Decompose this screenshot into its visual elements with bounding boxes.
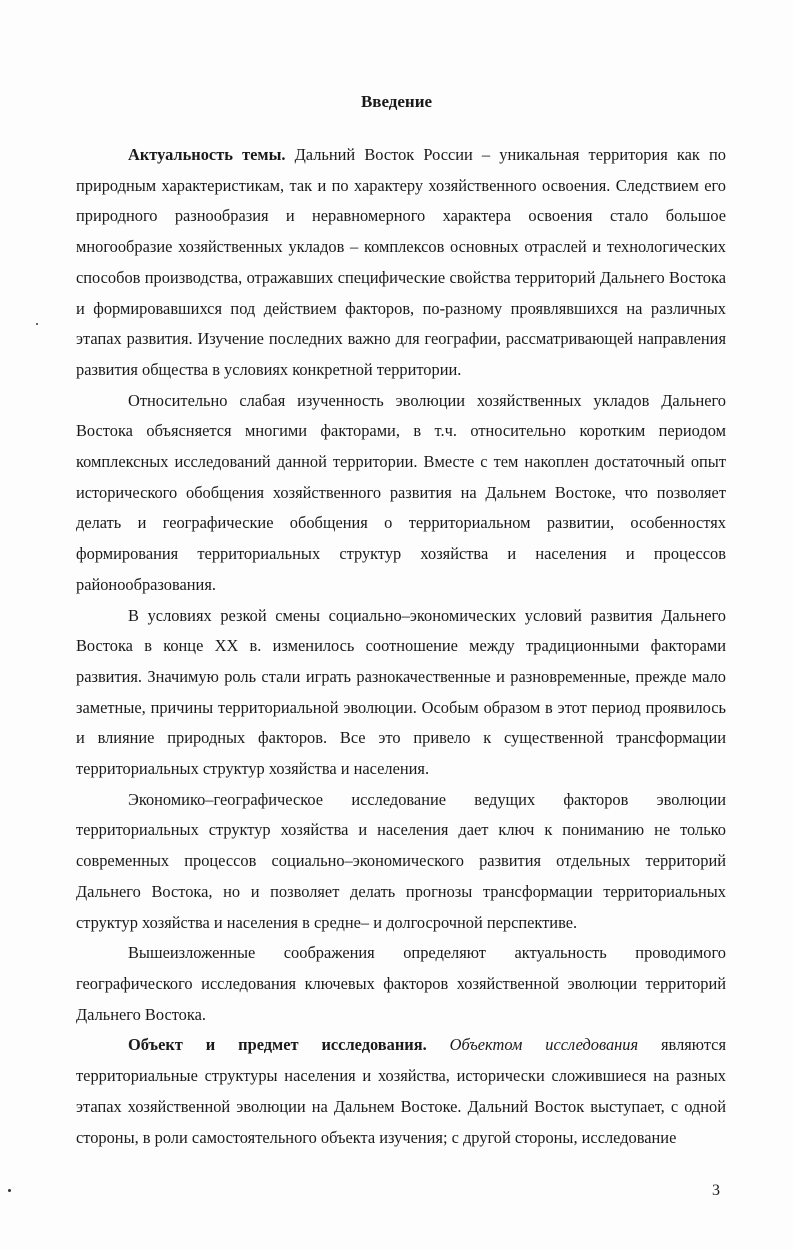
scan-speck — [36, 323, 38, 325]
paragraph-text: Относительно слабая изученность эволюции хозяйственных укладов Дальнего Востока объясняется многими факторами, в т.ч. относительно коротким периодом комплексных исследований данной территории. Вместе с тем накоплен достаточный опыт исторического обобщения хозяйственного развития на Дальнем Востоке, что позволяет делать и географические обобщения о территориальном развитии, особенностях формирования территориальных структур хозяйства и населения и процессов районообразования. — [76, 390, 726, 594]
body-text — [76, 140, 726, 1153]
scan-speck — [8, 1189, 11, 1192]
paragraph-relevance — [76, 140, 726, 386]
paragraph-text: Вышеизложенные соображения определяют актуальность проводимого географического исследования ключевых факторов хозяйственной эволюции территорий Дальнего Востока. — [76, 943, 726, 1024]
paragraph-conditions — [76, 601, 726, 785]
paragraph-study-state — [76, 386, 726, 601]
page-title: Введение — [360, 92, 433, 111]
page-number: 3 — [712, 1182, 720, 1199]
paragraph-text: Дальний Восток России – уникальная территория как по природным характеристикам, так и по характеру хозяйственного освоения. Следствием его природного разнообразия и неравномерного характера освоения стало большое многообразие хозяйственных укладов – комплексов основных отраслей и технологических способов производства, отражавших специфические свойства территорий Дальнего Востока и формировавшихся под действием факторов, по-разному проявлявшихся на различных этапах развития. Изучение последних важно для географии, рассматривающей направления развития общества в условиях конкретной территории. — [76, 145, 726, 379]
paragraph-research-key — [76, 785, 726, 939]
paragraph-text: В условиях резкой смены социально–экономических условий развития Дальнего Востока в конце XX в. изменилось соотношение между традиционными факторами развития. Значимую роль стали играть разнокачественные и разновременные, прежде мало заметные, причины территориальной эволюции. Особым образом в этот период проявилось и влияние природных факторов. Все это привело к существенной трансформации территориальных структур хозяйства и населения. — [76, 605, 726, 779]
paragraph-italic: Объектом исследования — [426, 1035, 639, 1055]
paragraph-object-subject — [76, 1030, 726, 1153]
paragraph-lead: Актуальность темы. — [128, 145, 286, 164]
paragraph-lead: Объект и предмет исследования. — [128, 1035, 427, 1055]
paragraph-text: являются территориальные структуры населения и хозяйства, исторически сложившиеся на разных этапах хозяйственной эволюции на Дальнем Востоке. Дальний Восток выступает, с одной стороны, в роли самостоятельного объекта изучения; с другой стороны, исследование — [76, 1035, 726, 1147]
paragraph-summary — [76, 938, 726, 1030]
paragraph-text: Экономико–географическое исследование ведущих факторов эволюции территориальных структур хозяйства и населения дает ключ к пониманию не только современных процессов социально–экономического развития отдельных территорий Дальнего Востока, но и позволяет делать прогнозы трансформации территориальных структур хозяйства и населения в средне– и долгосрочной перспективе. — [76, 789, 726, 932]
